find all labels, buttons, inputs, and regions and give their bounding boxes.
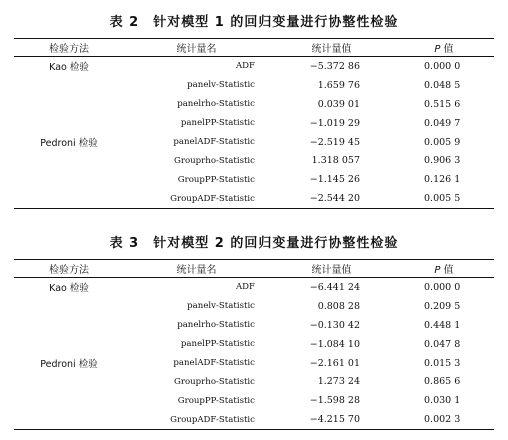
row-stat-name: panelADF-Statistic bbox=[173, 358, 255, 368]
row-method: Kao 检验 bbox=[49, 62, 89, 74]
header-method: 检验方法 bbox=[14, 260, 124, 278]
row-stat-name: panelADF-Statistic bbox=[173, 137, 255, 147]
table-row bbox=[14, 189, 494, 208]
row-p-value: 0.126 1 bbox=[424, 174, 461, 186]
table-row bbox=[14, 316, 494, 335]
row-p-value: 0.515 6 bbox=[424, 98, 461, 110]
row-stat-name: panelPP-Statistic bbox=[180, 118, 255, 129]
header-p-value bbox=[394, 39, 494, 57]
table-3-caption: 表 3 针对模型 2 的回归变量进行协整性检验 bbox=[109, 236, 399, 251]
row-p-value: 0.448 1 bbox=[424, 319, 461, 331]
table-row bbox=[14, 278, 494, 297]
row-p-value: 0.002 3 bbox=[394, 410, 494, 429]
row-stat-name: GroupADF-Statistic bbox=[124, 410, 269, 429]
table-2-caption: 表 2 针对模型 1 的回归变量进行协整性检验 bbox=[109, 15, 399, 30]
row-method bbox=[14, 95, 124, 114]
row-p-value: 0.209 5 bbox=[424, 300, 461, 312]
row-stat-value: −2.519 45 bbox=[309, 136, 360, 148]
row-stat-value: −2.161 01 bbox=[309, 357, 360, 369]
row-p-value: 0.047 8 bbox=[424, 338, 461, 350]
row-stat-value: −2.544 20 bbox=[269, 189, 394, 208]
table-row bbox=[14, 57, 494, 76]
table-row bbox=[14, 297, 494, 316]
row-stat-value: 1.273 24 bbox=[317, 376, 360, 388]
table-2-block bbox=[14, 14, 494, 209]
row-method bbox=[14, 297, 124, 316]
row-stat-name: GroupPP-Statistic bbox=[177, 395, 255, 406]
row-p-value: 0.865 6 bbox=[424, 376, 461, 388]
table-row bbox=[14, 76, 494, 95]
row-stat-name: panelPP-Statistic bbox=[180, 339, 255, 350]
header-stat-value: 统计量值 bbox=[269, 39, 394, 57]
table-2 bbox=[14, 38, 494, 209]
row-stat-value: 1.659 76 bbox=[317, 79, 360, 91]
table-row bbox=[14, 95, 494, 114]
table-row bbox=[14, 372, 494, 391]
header-p-letter: P bbox=[434, 265, 441, 276]
row-stat-value: −0.130 42 bbox=[309, 319, 360, 331]
table-row bbox=[14, 170, 494, 189]
row-stat-name: panelv-Statistic bbox=[187, 301, 255, 312]
row-stat-value: −6.441 24 bbox=[309, 281, 360, 293]
row-method bbox=[14, 316, 124, 335]
row-p-value: 0.000 0 bbox=[424, 281, 461, 293]
row-method bbox=[14, 114, 124, 133]
table-row bbox=[14, 354, 494, 373]
row-method: Pedroni 检验 bbox=[40, 138, 98, 149]
row-p-value: 0.049 7 bbox=[424, 117, 461, 129]
row-stat-name: ADF bbox=[235, 61, 255, 72]
row-method bbox=[14, 170, 124, 189]
row-stat-name: GroupPP-Statistic bbox=[177, 174, 255, 185]
row-method bbox=[14, 372, 124, 391]
row-p-value: 0.000 0 bbox=[424, 60, 461, 72]
header-stat-name: 统计量名 bbox=[124, 260, 269, 278]
row-p-value: 0.048 5 bbox=[424, 79, 461, 91]
row-stat-name: panelrho-Statistic bbox=[177, 99, 255, 110]
table-3-header-row bbox=[14, 260, 494, 278]
row-stat-value: −1.598 28 bbox=[309, 395, 360, 407]
table-3-block bbox=[14, 235, 494, 430]
row-method bbox=[14, 410, 124, 429]
row-p-value: 0.030 1 bbox=[424, 395, 461, 407]
table-row bbox=[14, 335, 494, 354]
row-p-value: 0.005 5 bbox=[394, 189, 494, 208]
table-3 bbox=[14, 259, 494, 430]
header-p-suffix: 值 bbox=[440, 265, 454, 276]
row-stat-value: 0.808 28 bbox=[317, 300, 360, 312]
table-row bbox=[14, 410, 494, 429]
row-stat-name: panelrho-Statistic bbox=[177, 320, 255, 331]
row-stat-name: Grouprho-Statistic bbox=[174, 155, 255, 166]
header-p-letter: P bbox=[434, 44, 441, 55]
header-method: 检验方法 bbox=[14, 39, 124, 57]
row-stat-name: GroupADF-Statistic bbox=[124, 189, 269, 208]
row-stat-name: ADF bbox=[235, 282, 255, 293]
row-p-value: 0.906 3 bbox=[424, 155, 461, 167]
row-stat-value: −1.145 26 bbox=[309, 174, 360, 186]
table-2-header-row bbox=[14, 39, 494, 57]
row-stat-value: −1.084 10 bbox=[309, 338, 360, 350]
header-p-value bbox=[394, 260, 494, 278]
table-row bbox=[14, 114, 494, 133]
row-method bbox=[14, 391, 124, 410]
row-stat-name: Grouprho-Statistic bbox=[174, 376, 255, 387]
row-p-value: 0.005 9 bbox=[424, 136, 461, 148]
row-stat-value: 1.318 057 bbox=[311, 155, 360, 167]
table-row bbox=[14, 391, 494, 410]
row-method bbox=[14, 76, 124, 95]
row-method bbox=[14, 335, 124, 354]
table-row bbox=[14, 133, 494, 152]
row-method bbox=[14, 189, 124, 208]
row-stat-value: −1.019 29 bbox=[309, 117, 360, 129]
header-stat-name: 统计量名 bbox=[124, 39, 269, 57]
header-p-suffix: 值 bbox=[440, 44, 454, 55]
row-stat-value: 0.039 01 bbox=[317, 98, 360, 110]
row-method: Kao 检验 bbox=[49, 283, 89, 295]
row-p-value: 0.015 3 bbox=[424, 357, 461, 369]
row-stat-value: −4.215 70 bbox=[269, 410, 394, 429]
header-stat-value: 统计量值 bbox=[269, 260, 394, 278]
row-stat-value: −5.372 86 bbox=[309, 60, 360, 72]
row-method bbox=[14, 151, 124, 170]
row-stat-name: panelv-Statistic bbox=[187, 80, 255, 91]
row-method: Pedroni 检验 bbox=[40, 359, 98, 370]
table-row bbox=[14, 151, 494, 170]
